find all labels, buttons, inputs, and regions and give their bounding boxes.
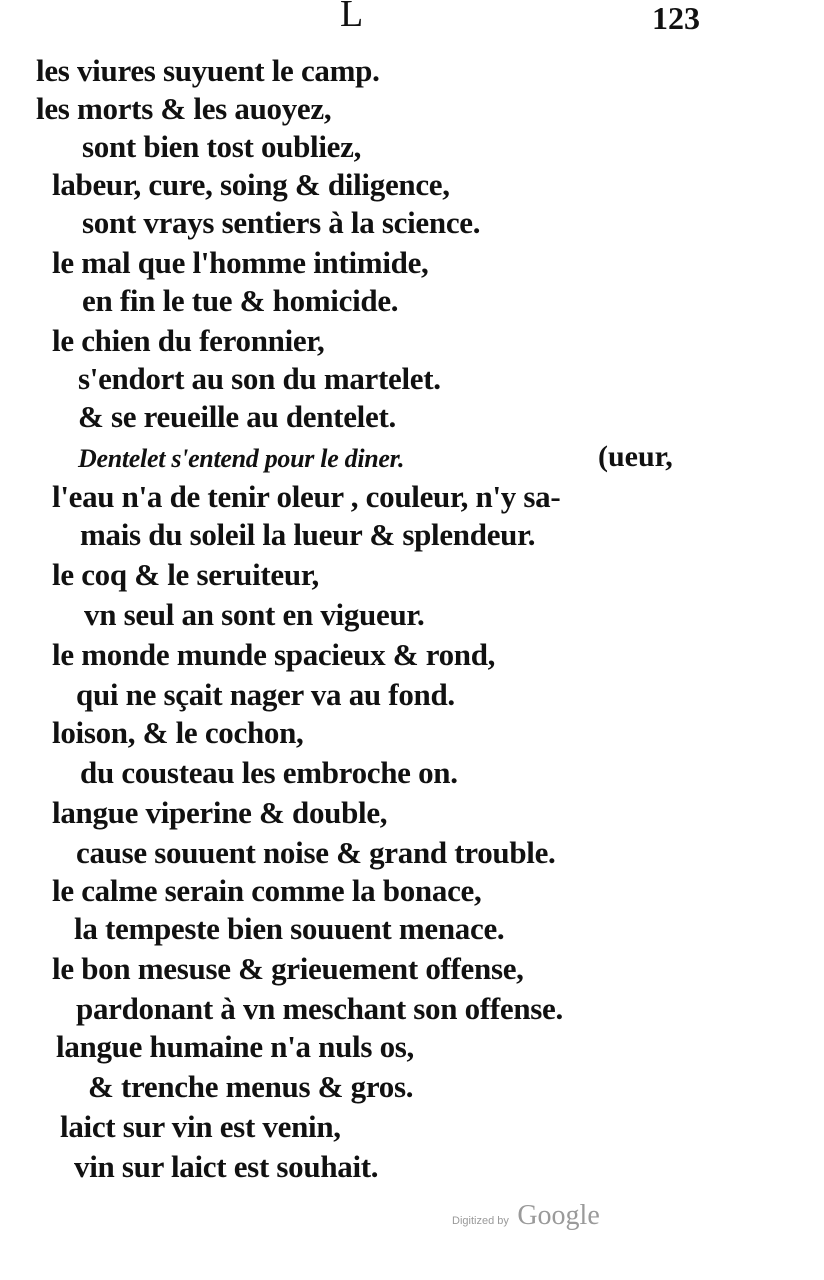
text-line: le mal que l'homme intimide, — [52, 245, 429, 280]
text-line: loison, & le cochon, — [52, 715, 304, 750]
text-line: sont vrays sentiers à la science. — [82, 205, 481, 240]
margin-note: (ueur, — [598, 440, 673, 473]
text-line: laict sur vin est venin, — [60, 1109, 341, 1144]
watermark-prefix: Digitized by — [452, 1215, 509, 1227]
text-line: s'endort au son du martelet. — [78, 361, 441, 396]
text-line: le calme serain comme la bonace, — [52, 873, 482, 908]
text-line: labeur, cure, soing & diligence, — [52, 167, 450, 202]
text-line: en fin le tue & homicide. — [82, 283, 399, 318]
text-line: qui ne sçait nager va au fond. — [76, 677, 455, 712]
text-line: langue humaine n'a nuls os, — [56, 1029, 414, 1064]
marginal-gloss: Dentelet s'entend pour le diner. — [78, 444, 405, 473]
text-line: langue viperine & double, — [52, 795, 388, 830]
text-line: cause souuent noise & grand trouble. — [76, 835, 556, 870]
text-line: & trenche menus & gros. — [88, 1069, 414, 1104]
running-header-letter: L — [340, 0, 364, 35]
text-line: les morts & les auoyez, — [36, 91, 332, 126]
text-line: la tempeste bien souuent menace. — [74, 911, 505, 946]
text-line: & se reueille au dentelet. — [78, 399, 396, 434]
text-line: le chien du feronnier, — [52, 323, 325, 358]
google-watermark — [452, 1200, 600, 1232]
text-line: mais du soleil la lueur & splendeur. — [80, 517, 536, 552]
text-line: l'eau n'a de tenir oleur , couleur, n'y sa- — [52, 479, 561, 514]
text-line: vn seul an sont en vigueur. — [84, 597, 425, 632]
text-line: le monde munde spacieux & rond, — [52, 637, 496, 672]
text-line: vin sur laict est souhait. — [74, 1149, 379, 1184]
text-line: du cousteau les embroche on. — [80, 755, 458, 790]
text-line: les viures suyuent le camp. — [36, 53, 380, 88]
page-number: 123 — [652, 0, 700, 36]
text-line: sont bien tost oubliez, — [82, 129, 362, 164]
text-line: pardonant à vn meschant son offense. — [76, 991, 563, 1026]
text-line: le coq & le seruiteur, — [52, 557, 319, 592]
text-line: le bon mesuse & grieuement offense, — [52, 951, 524, 986]
google-logo: Google — [517, 1200, 600, 1231]
